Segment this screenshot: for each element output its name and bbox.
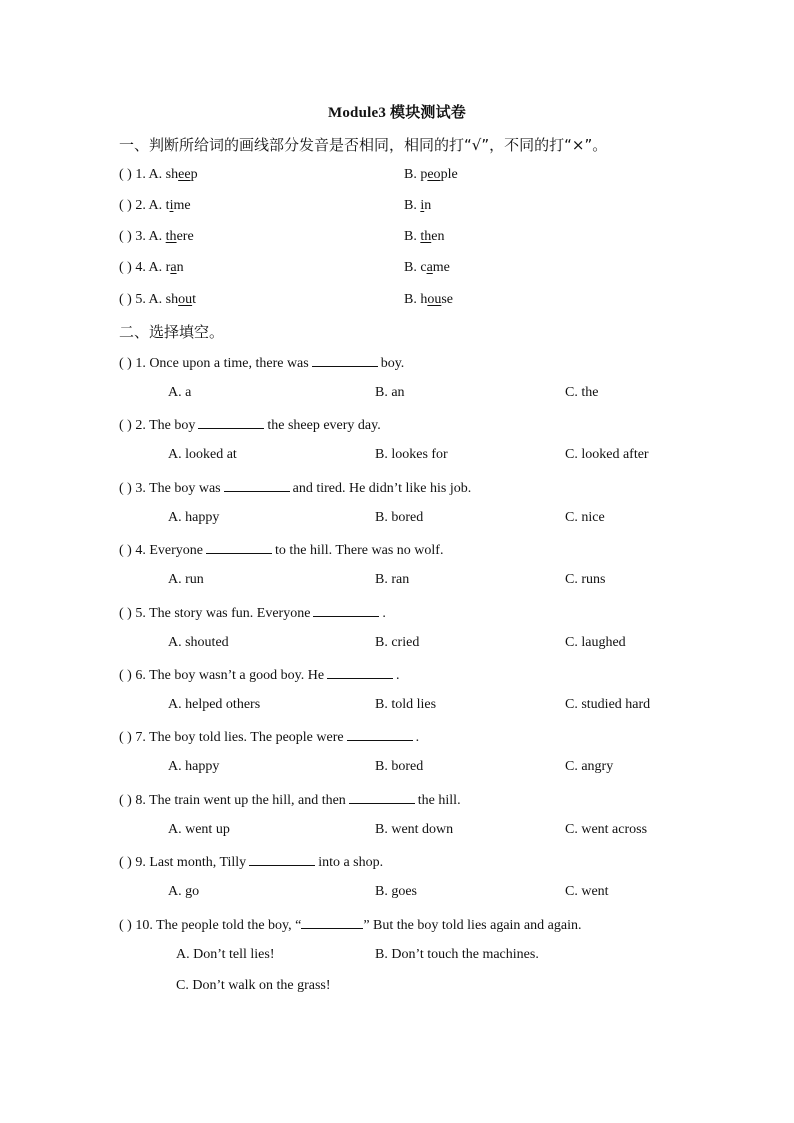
option-b[interactable]: B. ran: [375, 572, 410, 587]
word-a: time: [165, 198, 191, 213]
option-a[interactable]: A. helped others: [168, 697, 261, 712]
option-a[interactable]: A. happy: [168, 759, 220, 774]
word-b: B. then: [404, 229, 445, 244]
option-b[interactable]: B. bored: [375, 759, 424, 774]
question-text-pre: ( ) 4. Everyone: [119, 543, 203, 558]
option-b[interactable]: B. an: [375, 385, 405, 400]
option-c[interactable]: C. runs: [565, 572, 606, 587]
option-c[interactable]: C. laughed: [565, 635, 626, 650]
answer-blank[interactable]: [327, 666, 393, 679]
option-c[interactable]: C. the: [565, 385, 599, 400]
question-text-pre: ( ) 5. The story was fun. Everyone: [119, 606, 311, 621]
question-text-post: the hill.: [417, 793, 461, 808]
word-a: shout: [165, 292, 197, 307]
question-8: [119, 791, 461, 809]
phonics-item: [119, 292, 196, 308]
item-number[interactable]: ( ) 3. A.: [119, 229, 163, 244]
item-number[interactable]: ( ) 2. A.: [119, 198, 163, 213]
option-b[interactable]: B. bored: [375, 510, 424, 525]
option-a[interactable]: A. went up: [168, 822, 230, 837]
answer-blank[interactable]: [198, 416, 264, 429]
phonics-item: [119, 229, 194, 245]
word-b: B. in: [404, 198, 432, 213]
option-b[interactable]: B. Don’t touch the machines.: [375, 947, 539, 962]
question-text-post: .: [396, 668, 400, 683]
phonics-item: [119, 167, 198, 183]
question-10-text-post: ” But the boy told lies again and again.: [363, 918, 582, 933]
question-text-pre: ( ) 9. Last month, Tilly: [119, 855, 247, 870]
question-6: [119, 666, 400, 684]
question-text-pre: ( ) 1. Once upon a time, there was: [119, 356, 309, 371]
answer-blank[interactable]: [301, 916, 363, 929]
answer-blank[interactable]: [349, 791, 415, 804]
question-text-post: into a shop.: [318, 855, 384, 870]
option-c[interactable]: C. Don’t walk on the grass!: [176, 978, 331, 993]
question-text-post: and tired. He didn’t like his job.: [292, 481, 472, 496]
option-c[interactable]: C. went across: [565, 822, 648, 837]
phonics-item: [119, 260, 184, 276]
option-b[interactable]: B. lookes for: [375, 447, 448, 462]
answer-blank[interactable]: [312, 354, 378, 367]
question-text-post: the sheep every day.: [267, 418, 381, 433]
option-a[interactable]: A. looked at: [168, 447, 237, 462]
option-c[interactable]: C. studied hard: [565, 697, 651, 712]
option-a[interactable]: A. a: [168, 385, 192, 400]
word-a: there: [165, 229, 194, 244]
section2-heading: 二、选择填空。: [119, 323, 225, 341]
question-4: [119, 541, 443, 559]
option-c[interactable]: C. looked after: [565, 447, 649, 462]
question-7: [119, 728, 419, 746]
option-b[interactable]: B. went down: [375, 822, 454, 837]
section1-heading: 一、判断所给词的画线部分发音是否相同，相同的打“√”，不同的打“×”。: [119, 136, 608, 154]
word-b: B. people: [404, 167, 458, 182]
word-b: B. came: [404, 260, 450, 275]
question-text-post: .: [382, 606, 386, 621]
option-a[interactable]: A. happy: [168, 510, 220, 525]
phonics-item: [119, 198, 191, 214]
page-title: Module3 模块测试卷: [327, 105, 467, 121]
item-number[interactable]: ( ) 4. A.: [119, 260, 163, 275]
question-text-pre: ( ) 3. The boy was: [119, 481, 221, 496]
question-text-post: .: [415, 730, 420, 745]
question-text-pre: ( ) 7. The boy told lies. The people were: [119, 730, 344, 745]
option-c[interactable]: C. nice: [565, 510, 605, 525]
answer-blank[interactable]: [347, 728, 413, 741]
option-b[interactable]: B. cried: [375, 635, 420, 650]
item-number[interactable]: ( ) 1. A.: [119, 167, 163, 182]
answer-blank[interactable]: [313, 604, 379, 617]
item-number[interactable]: ( ) 5. A.: [119, 292, 163, 307]
option-a[interactable]: A. run: [168, 572, 204, 587]
question-text-pre: ( ) 8. The train went up the hill, and then: [119, 793, 346, 808]
answer-blank[interactable]: [249, 853, 315, 866]
option-a[interactable]: A. go: [168, 884, 200, 899]
word-b: B. house: [404, 292, 454, 307]
option-a[interactable]: A. shouted: [168, 635, 229, 650]
question-3: [119, 479, 471, 497]
answer-blank[interactable]: [206, 541, 272, 554]
option-b[interactable]: B. told lies: [375, 697, 437, 712]
option-c[interactable]: C. went: [565, 884, 609, 899]
question-10: [119, 916, 581, 934]
question-text-post: boy.: [380, 356, 405, 371]
question-text-post: to the hill. There was no wolf.: [274, 543, 444, 558]
question-text-pre: ( ) 2. The boy: [119, 418, 196, 433]
question-2: [119, 416, 381, 434]
option-a[interactable]: A. Don’t tell lies!: [176, 947, 275, 962]
option-b[interactable]: B. goes: [375, 884, 417, 899]
question-text-pre: ( ) 6. The boy wasn’t a good boy. He: [119, 668, 325, 683]
question-1: [119, 354, 404, 372]
question-10-text-pre: ( ) 10. The people told the boy, “: [119, 918, 302, 933]
word-a: sheep: [165, 167, 198, 182]
answer-blank[interactable]: [224, 479, 290, 492]
question-5: [119, 604, 386, 622]
word-a: ran: [165, 260, 184, 275]
question-9: [119, 853, 383, 871]
option-c[interactable]: C. angry: [565, 759, 614, 774]
